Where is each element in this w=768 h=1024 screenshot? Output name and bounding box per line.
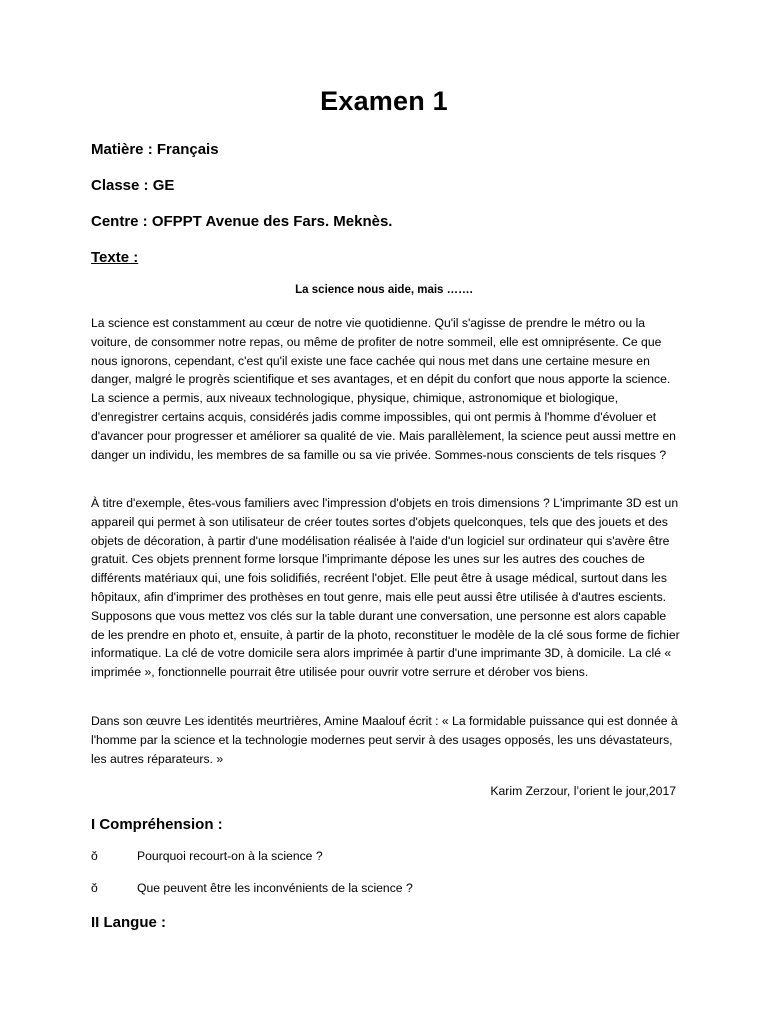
- article-source: Karim Zerzour, l’orient le jour,2017: [490, 784, 676, 798]
- article-paragraph: La science est constamment au cœur de notre vie quotidienne. Qu'il s'agisse de prendre le métro ou la voiture, de consommer notre repas, ou même de profiter de notre sommeil, elle est omniprésente. Ce que nous ignorons, cependant, c'est qu'il existe une face cachée qui nous met dans une certaine mesure en danger, malgré le progrès scientifique et ses avantages, et en dépit du confort que nous apporte la science. La science a permis, aux niveaux technologique, physique, chimique, astronomique et biologique, d'enregistrer certains acquis, considérés jadis comme impossibles, qui ont permis à l'homme d'évoluer et d'avancer pour progresser et améliorer sa qualité de vie. Mais parallèlement, la science peut aussi mettre en danger un individu, les membres de sa famille ou sa vie privée. Sommes-nous conscients de tels risques ?: [91, 316, 676, 462]
- bullet-icon: ŏ: [91, 849, 98, 863]
- subject-line: Matière : Français: [91, 141, 219, 158]
- article-paragraph: Dans son œuvre Les identités meurtrières, Amine Maalouf écrit : « La formidable puissance qui est donnée à l'homme par la science et la technologie modernes peut servir à des usages opposés, les uns dévastateurs, les autres réparateurs. »: [91, 714, 678, 766]
- bullet-icon: ŏ: [91, 881, 98, 895]
- page-title: Examen 1: [320, 86, 448, 116]
- article-title: La science nous aide, mais …….: [295, 284, 473, 296]
- question-text: Que peuvent être les inconvénients de la science ?: [137, 881, 413, 895]
- center-line: Centre : OFPPT Avenue des Fars. Meknès.: [91, 213, 393, 230]
- section-comprehension-heading: I Compréhension :: [91, 816, 223, 833]
- text-label: Texte :: [91, 249, 139, 266]
- article-paragraph: À titre d'exemple, êtes-vous familiers avec l'impression d'objets en trois dimensions ? L'imprimante 3D est un appareil qui permet à son utilisateur de créer toutes sortes d'objets quelconques, tels que des jouets et des objets de décoration, à partir d'une modélisation réalisée à l'aide d'un logiciel sur ordinateur qui s'avère être gratuit. Ces objets prennent forme lorsque l'imprimante dépose les unes sur les autres des couches de différents matériaux qui, une fois solidifiés, recréent l'objet. Elle peut être à usage médical, surtout dans les hôpitaux, afin d'imprimer des prothèses en tout genre, mais elle peut aussi être utilisée à d'autres escients. Supposons que vous mettez vos clés sur la table durant une conversation, une personne est alors capable de les prendre en photo et, ensuite, à partir de la photo, reconstituer le modèle de la clé sous forme de fichier informatique. La clé de votre domicile sera alors imprimée à partir d'une imprimante 3D, à domicile. La clé « imprimée », fonctionnelle pourrait être utilisée pour ouvrir votre serrure et dérober vos biens.: [91, 496, 680, 680]
- section-langue-heading: II Langue :: [91, 914, 166, 931]
- question-item: [91, 881, 691, 899]
- class-line: Classe : GE: [91, 177, 175, 194]
- question-text: Pourquoi recourt-on à la science ?: [137, 849, 323, 863]
- question-item: [91, 849, 691, 867]
